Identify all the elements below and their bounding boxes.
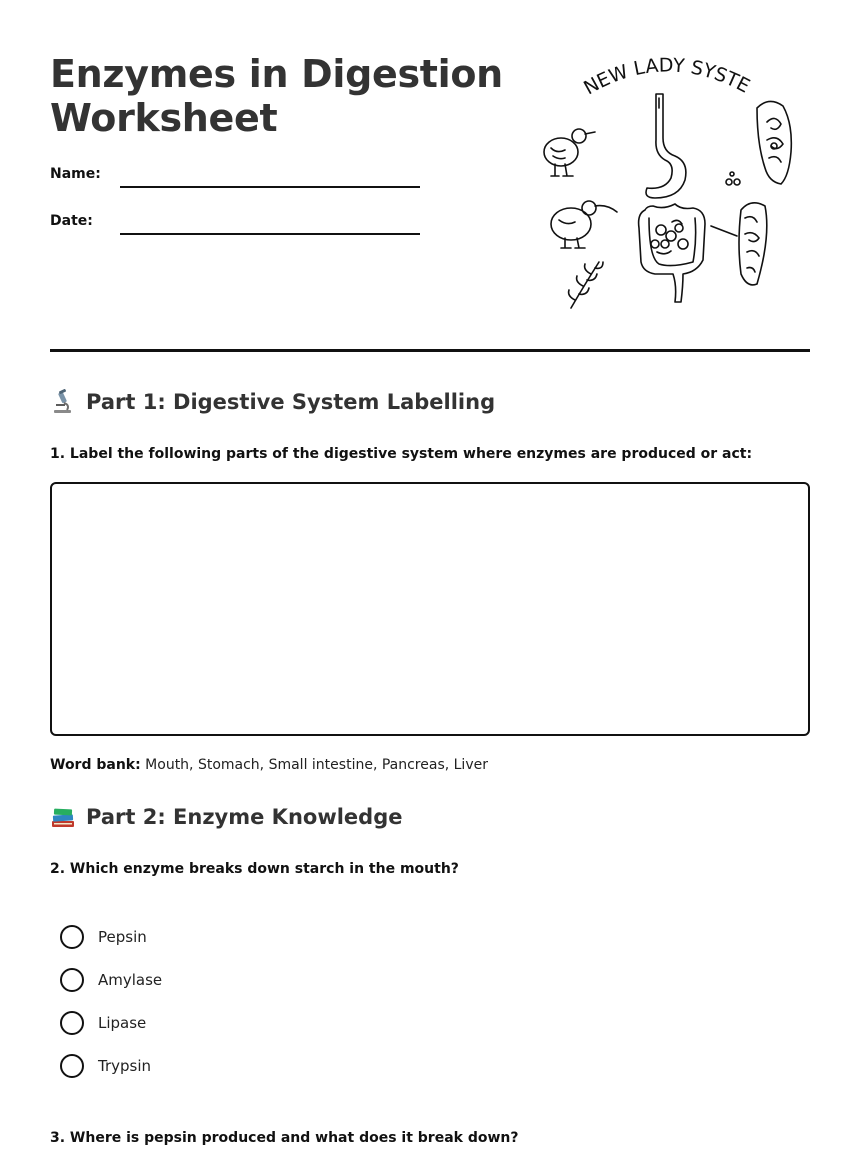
fern-leaf-drawing <box>569 262 603 308</box>
title-line-2: Worksheet <box>50 96 278 140</box>
part2-heading <box>50 804 402 830</box>
title-line-1: Enzymes in Digestion <box>50 52 503 96</box>
option-label: Amylase <box>98 971 163 989</box>
option-label: Lipase <box>98 1014 147 1032</box>
word-bank-label: Word bank: <box>50 757 141 773</box>
question-2: 2. Which enzyme breaks down starch in the mouth? <box>50 861 459 877</box>
name-label: Name: <box>50 166 101 182</box>
spiral-loops-drawing <box>726 172 740 185</box>
carving-drawing-top <box>757 101 791 184</box>
option-lipase[interactable] <box>60 1011 146 1035</box>
part1-title: Part 1: Digestive System Labelling <box>86 390 496 414</box>
option-trypsin[interactable] <box>60 1054 151 1078</box>
question-1: 1. Label the following parts of the digestive system where enzymes are produced or act: <box>50 446 753 462</box>
date-label: Date: <box>50 213 93 229</box>
option-label: Trypsin <box>98 1057 152 1075</box>
word-bank-items: Mouth, Stomach, Small intestine, Pancreas, Liver <box>145 757 488 773</box>
radio-button[interactable] <box>60 968 84 992</box>
intestines-drawing <box>639 204 705 302</box>
digestive-system-illustration <box>525 48 815 318</box>
part1-heading <box>50 389 495 415</box>
kiwi-bird-drawing-top <box>544 129 595 176</box>
option-amylase[interactable] <box>60 968 162 992</box>
name-field[interactable] <box>120 186 420 188</box>
question-3: 3. Where is pepsin produced and what does it break down? <box>50 1130 519 1146</box>
illustration-arched-text: NEW LADY SYSTE <box>580 54 754 100</box>
option-pepsin[interactable] <box>60 925 147 949</box>
header-divider <box>50 349 810 352</box>
word-bank <box>50 757 488 773</box>
part2-title: Part 2: Enzyme Knowledge <box>86 805 403 829</box>
radio-button[interactable] <box>60 1054 84 1078</box>
kiwi-bird-drawing-bottom <box>551 201 617 248</box>
radio-button[interactable] <box>60 1011 84 1035</box>
page-title <box>50 52 503 140</box>
carving-drawing-bottom <box>711 203 767 285</box>
microscope-icon <box>50 389 76 415</box>
books-icon <box>50 804 76 830</box>
labelling-answer-box[interactable] <box>50 482 810 736</box>
option-label: Pepsin <box>98 928 147 946</box>
date-field[interactable] <box>120 233 420 235</box>
radio-button[interactable] <box>60 925 84 949</box>
stomach-drawing <box>646 94 686 198</box>
